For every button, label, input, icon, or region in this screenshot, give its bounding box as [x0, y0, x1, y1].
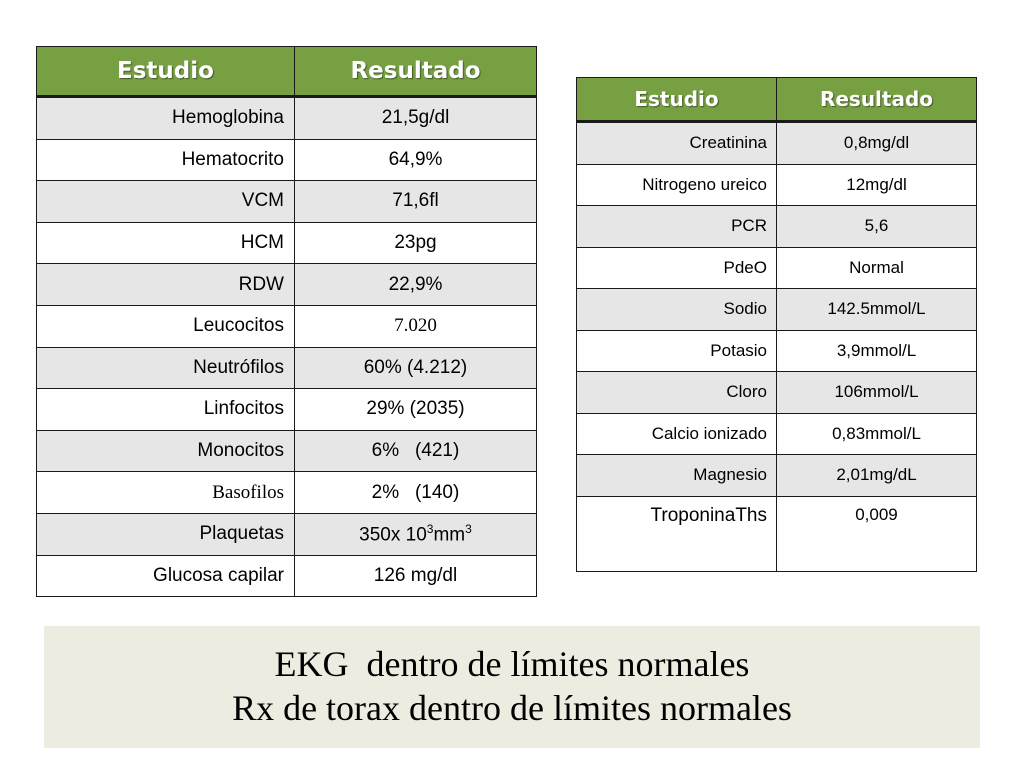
study-result: 5,6: [777, 206, 977, 248]
study-name: RDW: [37, 264, 295, 306]
header-estudio: Estudio: [577, 78, 777, 122]
study-name: Hemoglobina: [37, 97, 295, 140]
study-name: TroponinaThs: [577, 496, 777, 571]
table-row: [577, 206, 977, 248]
study-name: Plaquetas: [37, 513, 295, 555]
header-resultado: Resultado: [777, 78, 977, 122]
study-name: Leucocitos: [37, 305, 295, 347]
table-row: [577, 289, 977, 331]
table-row: [37, 264, 537, 306]
platelet-exponent: 3: [426, 522, 434, 537]
study-name: Creatinina: [577, 122, 777, 165]
study-result: 3,9mmol/L: [777, 330, 977, 372]
platelet-value: 350x 10: [359, 524, 427, 546]
study-result: 106mmol/L: [777, 372, 977, 414]
header-row: [577, 78, 977, 122]
study-result: Normal: [777, 247, 977, 289]
table-row: [577, 455, 977, 497]
table-row: [577, 413, 977, 455]
study-result: 29% (2035): [295, 389, 537, 431]
lab-results-table-right: [576, 77, 977, 572]
study-result: 12mg/dl: [777, 164, 977, 206]
table-row: [37, 222, 537, 264]
study-name: Linfocitos: [37, 389, 295, 431]
summary-footer: [44, 626, 980, 748]
study-result: 23pg: [295, 222, 537, 264]
xray-summary: Rx de torax dentro de límites normales: [232, 688, 792, 728]
study-name: PdeO: [577, 247, 777, 289]
table-row: [37, 139, 537, 181]
study-name: Glucosa capilar: [37, 555, 295, 597]
study-name: Magnesio: [577, 455, 777, 497]
table-row: [577, 247, 977, 289]
study-name: Sodio: [577, 289, 777, 331]
lab-results-table-left: [36, 46, 537, 597]
platelet-unit-exponent: 3: [465, 522, 472, 537]
study-result: 0,8mg/dl: [777, 122, 977, 165]
table-row: [577, 496, 977, 571]
table-row: [37, 389, 537, 431]
study-result: [295, 513, 537, 555]
study-name: Hematocrito: [37, 139, 295, 181]
table-row: [577, 330, 977, 372]
study-name: VCM: [37, 181, 295, 223]
study-result: 126 mg/dl: [295, 555, 537, 597]
study-name: Neutrófilos: [37, 347, 295, 389]
study-result: 0,009: [777, 496, 977, 571]
table-row: [577, 164, 977, 206]
study-result: 142.5mmol/L: [777, 289, 977, 331]
table-row: [37, 97, 537, 140]
study-name: Monocitos: [37, 430, 295, 472]
study-name: Cloro: [577, 372, 777, 414]
table-row: [37, 305, 537, 347]
study-result: 64,9%: [295, 139, 537, 181]
study-result: 60% (4.212): [295, 347, 537, 389]
study-name: Calcio ionizado: [577, 413, 777, 455]
header-resultado: Resultado: [295, 47, 537, 97]
study-result: 21,5g/dl: [295, 97, 537, 140]
platelet-unit: mm: [433, 524, 466, 546]
study-name: Basofilos: [37, 472, 295, 514]
study-result: 2,01mg/dL: [777, 455, 977, 497]
header-estudio: Estudio: [37, 47, 295, 97]
table-row: [37, 347, 537, 389]
study-name: PCR: [577, 206, 777, 248]
table-row: [37, 430, 537, 472]
study-result: 71,6fl: [295, 181, 537, 223]
study-result: 7.020: [295, 305, 537, 347]
study-result: 6% (421): [295, 430, 537, 472]
table-row: [37, 555, 537, 597]
study-name: HCM: [37, 222, 295, 264]
study-name: Nitrogeno ureico: [577, 164, 777, 206]
study-result: 2% (140): [295, 472, 537, 514]
table-row: [37, 472, 537, 514]
ekg-summary: EKG dentro de límites normales: [274, 644, 750, 684]
header-row: [37, 47, 537, 97]
study-result: 22,9%: [295, 264, 537, 306]
study-name: Potasio: [577, 330, 777, 372]
table-row: [577, 372, 977, 414]
table-row: [37, 181, 537, 223]
study-result: 0,83mmol/L: [777, 413, 977, 455]
table-row: [577, 122, 977, 165]
table-row: [37, 513, 537, 555]
